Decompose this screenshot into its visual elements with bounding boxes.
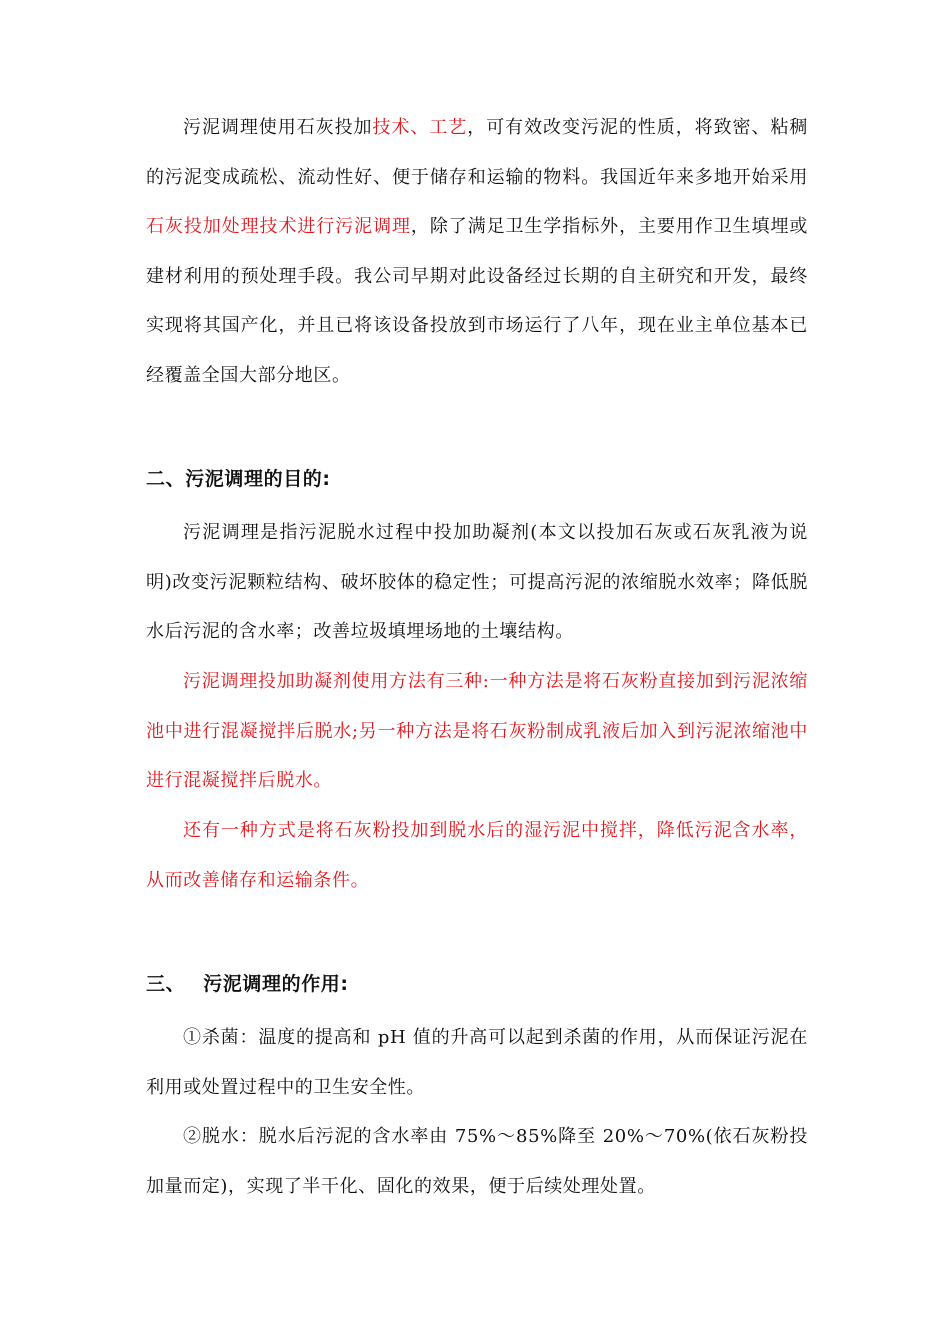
highlight-lime-treatment: 石灰投加处理技术进行污泥调理 bbox=[146, 216, 411, 238]
section-2-paragraph-methods: 污泥调理投加助凝剂使用方法有三种:一种方法是将石灰粉直接加到污泥浓缩池中进行混凝搅拌后脱水;另一种方法是将石灰粉制成乳液后加入到污泥浓缩池中进行混凝搅拌后脱水。 bbox=[146, 671, 808, 792]
section-3-item-dewatering: ②脱水：脱水后污泥的含水率由 75%～85%降至 20%～70%(依石灰粉投加量而定)，实现了半干化、固化的效果，便于后续处理处置。 bbox=[146, 1126, 808, 1197]
intro-text-middle: ，可有效改变污泥的性质，将致密、粘稠的污泥变成疏松、流动性好、便于储存和运输的物料。我国近年来多地开始采用 bbox=[146, 117, 808, 188]
section-3-heading-number: 三、 bbox=[146, 973, 186, 995]
section-3-item-sterilization: ①杀菌：温度的提高和 pH 值的升高可以起到杀菌的作用，从而保证污泥在利用或处置过程中的卫生安全性。 bbox=[146, 1027, 808, 1098]
intro-paragraph bbox=[146, 103, 808, 401]
section-2-heading: 二、污泥调理的目的: bbox=[146, 468, 331, 490]
intro-text-end: ，除了满足卫生学指标外，主要用作卫生填埋或建材利用的预处理手段。我公司早期对此设备经过长期的自主研究和开发，最终实现将其国产化，并且已将该设备投放到市场运行了八年，现在业主单位基本已经覆盖全国大部分地区。 bbox=[146, 216, 808, 386]
section-3-heading-text: 污泥调理的作用: bbox=[203, 973, 349, 995]
section-2-paragraph-1: 污泥调理是指污泥脱水过程中投加助凝剂(本文以投加石灰或石灰乳液为说明)改变污泥颗粒结构、破坏胶体的稳定性；可提高污泥的浓缩脱水效率；降低脱水后污泥的含水率；改善垃圾填埋场地的土壤结构。 bbox=[146, 522, 808, 643]
section-2-paragraph-other-method: 还有一种方式是将石灰粉投加到脱水后的湿污泥中搅拌，降低污泥含水率，从而改善储存和运输条件。 bbox=[146, 820, 808, 891]
highlight-technology: 技术、工艺 bbox=[372, 117, 468, 138]
section-3-heading bbox=[146, 969, 349, 999]
intro-text-start: 污泥调理使用石灰投加 bbox=[183, 117, 373, 138]
